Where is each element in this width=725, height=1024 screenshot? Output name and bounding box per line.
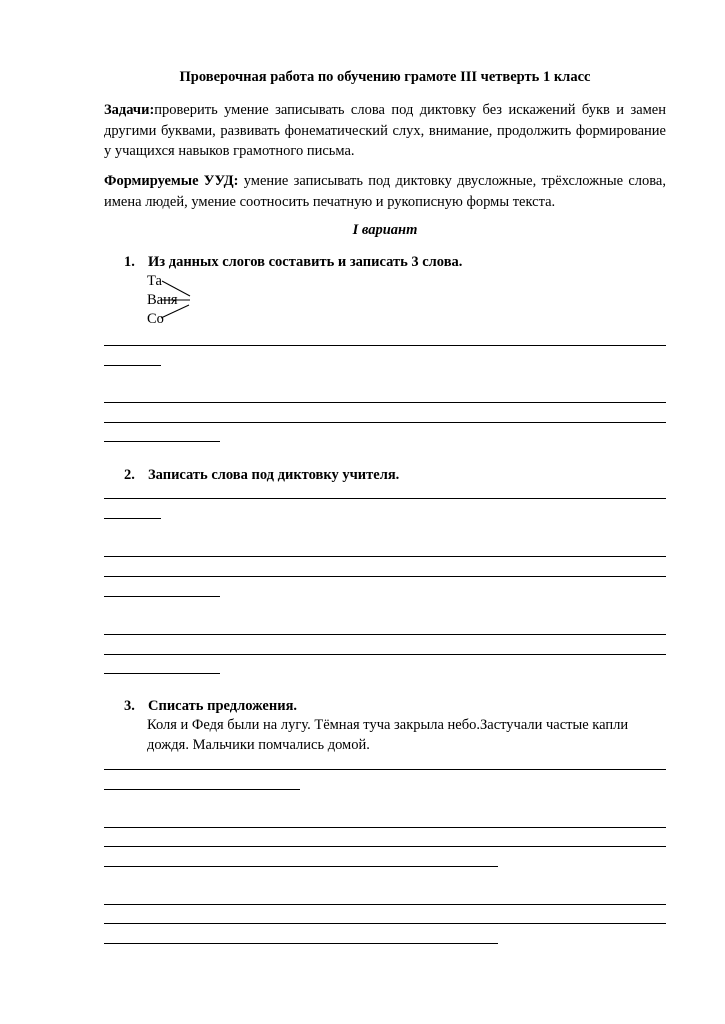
answer-line[interactable] [104,422,666,423]
answer-line[interactable] [104,846,666,847]
tasks-text: проверить умение записывать слова под диктовку без искажений букв и замен другими буквами, развивать фонематический слух, внимание, продолжить формирование у учащихся навыков грамотного письма. [104,102,666,159]
task-1-number: 1. [124,254,135,270]
answer-line[interactable] [104,904,666,905]
answer-line[interactable] [104,923,666,924]
answer-line[interactable] [104,827,666,828]
task-3-heading [124,697,297,715]
answer-line[interactable] [104,789,300,790]
answer-line[interactable] [104,576,666,577]
syllable-vanya: Ваня [147,292,178,308]
task-1-text: Из данных слогов составить и записать 3 слова. [148,254,463,270]
connector-stroke [161,305,189,318]
answer-line[interactable] [104,596,220,597]
task-2-number: 2. [124,467,135,483]
task-2-heading [124,466,399,484]
answer-line[interactable] [104,634,666,635]
variant-heading: I вариант [352,222,418,238]
answer-line[interactable] [104,556,666,557]
uud-label: Формируемые УУД: [104,173,239,189]
answer-line[interactable] [104,654,666,655]
answer-line[interactable] [104,866,498,867]
task-3-text: Списать предложения. [148,698,298,714]
task-3-number: 3. [124,698,135,714]
page-title: Проверочная работа по обучению грамоте III четверть 1 класс [179,69,591,85]
syllable-ta: Та [147,273,162,289]
answer-line[interactable] [104,769,666,770]
task-2-text: Записать слова под диктовку учителя. [148,467,400,483]
tasks-label: Задачи: [104,102,155,118]
answer-line[interactable] [104,673,220,674]
uud-text: умение записывать под диктовку двусложные, трёхсложные слова, имена людей, умение соотносить печатную и рукописную формы текста. [104,173,666,210]
answer-line[interactable] [104,943,498,944]
copy-sentences: Коля и Федя были на лугу. Тёмная туча закрыла небо.Застучали частые капли дождя. Мальчики помчались домой. [147,717,629,753]
answer-line[interactable] [104,345,666,346]
syllable-so: Со [147,311,164,327]
answer-line[interactable] [104,441,220,442]
answer-line[interactable] [104,518,161,519]
answer-line[interactable] [104,498,666,499]
answer-line[interactable] [104,402,666,403]
answer-line[interactable] [104,365,161,366]
connector-stroke [162,281,190,296]
